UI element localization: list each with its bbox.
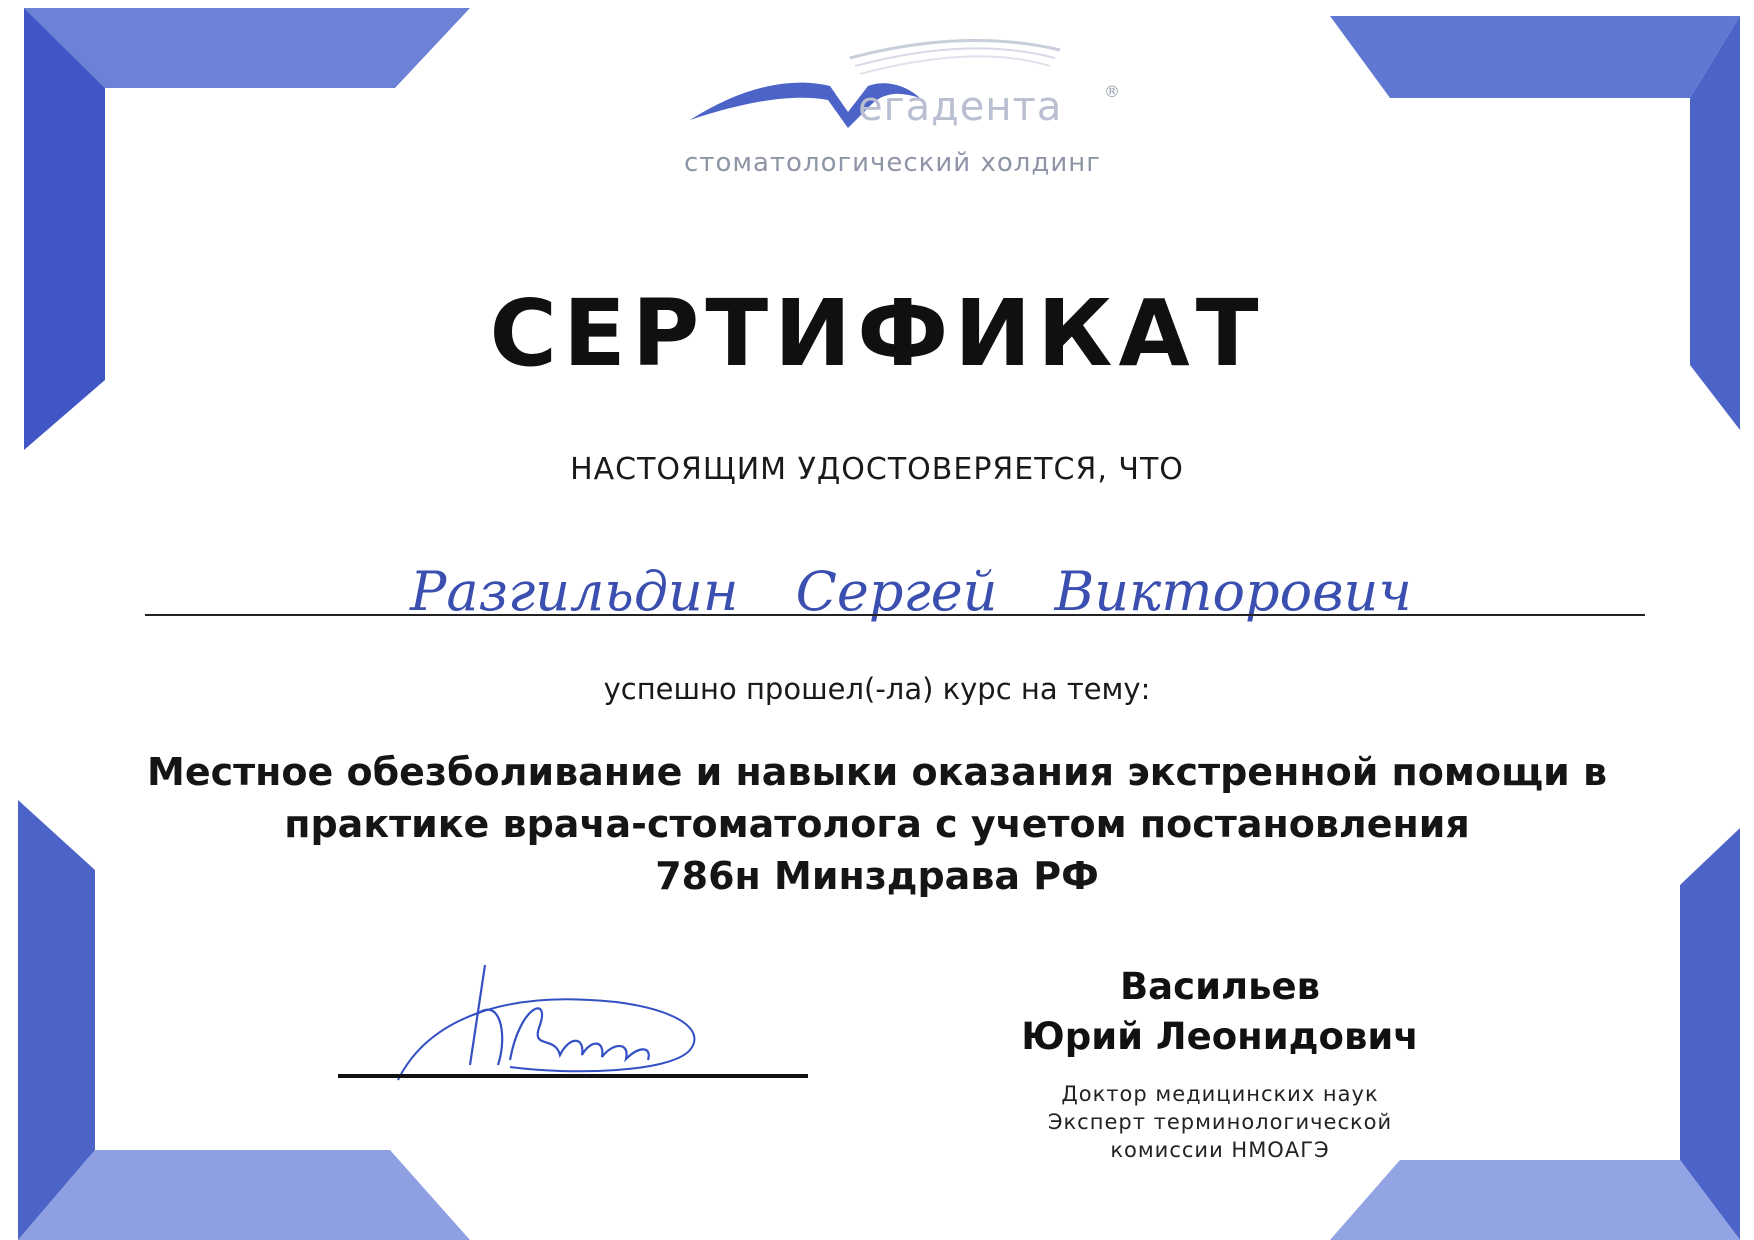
course-title	[0, 746, 1754, 902]
logo-registered-mark: ®	[1104, 82, 1120, 101]
corner-top-right-horizontal	[1330, 16, 1740, 98]
logo-subtitle: стоматологический холдинг	[684, 148, 1101, 178]
signer-credential-line: Доктор медицинских наук	[1061, 1082, 1379, 1106]
signer-credential-line: комиссии НМОАГЭ	[1110, 1138, 1330, 1162]
handwritten-signature	[390, 955, 720, 1090]
signature-line	[338, 1074, 808, 1078]
certifies-text: НАСТОЯЩИМ УДОСТОВЕРЯЕТСЯ, ЧТО	[570, 452, 1184, 487]
signer-name	[1020, 962, 1420, 1062]
company-logo	[680, 28, 1140, 208]
course-title-line: 786н Минздрава РФ	[655, 854, 1099, 898]
course-title-line: практике врача-стоматолога с учетом постановления	[284, 802, 1470, 846]
signer-given-names: Юрий Леонидович	[1021, 1015, 1419, 1058]
corner-bottom-left-horizontal	[18, 1150, 470, 1240]
recipient-name-line	[145, 614, 1645, 616]
course-intro: успешно прошел(-ла) курс на тему:	[603, 672, 1151, 706]
certificate-title: СЕРТИФИКАТ	[489, 280, 1265, 387]
signer-credentials	[1010, 1080, 1430, 1164]
signer-surname: Васильев	[1119, 965, 1321, 1008]
logo-name: егадента	[858, 84, 1063, 130]
recipient-handwritten-name: Разгильдин Сергей Викторович	[410, 560, 1412, 623]
course-title-line: Местное обезболивание и навыки оказания экстренной помощи в	[147, 750, 1607, 794]
signer-credential-line: Эксперт терминологической	[1047, 1110, 1393, 1134]
corner-bottom-right-horizontal	[1330, 1160, 1740, 1240]
